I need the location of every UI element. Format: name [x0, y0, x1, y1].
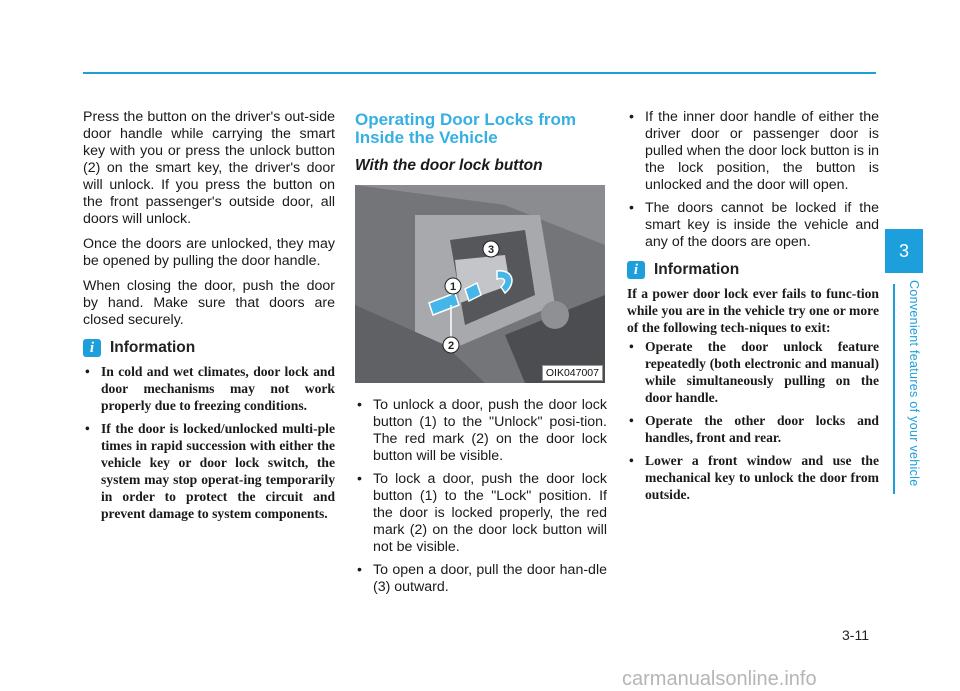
list-item-text: In cold and wet climates, door lock and door mechanisms may not work properly due to freezing conditions. [101, 364, 335, 413]
list-item [83, 363, 335, 414]
information-list [83, 363, 335, 522]
list-item [83, 420, 335, 522]
list-item [627, 452, 879, 503]
list-item-text: Operate the door unlock feature repeatedly (both electronic and manual) while simultaneously pulling on the door handle. [645, 339, 879, 405]
bullet-dot: • [629, 413, 634, 428]
information-title: Information [654, 261, 740, 278]
column-middle [355, 109, 607, 602]
bullet-dot: • [85, 421, 90, 436]
figure-code: OIK047007 [542, 365, 603, 381]
list-item-text: The doors cannot be locked if the smart key is inside the vehicle and any of the doors are open. [645, 200, 879, 250]
list-item [627, 412, 879, 446]
column-left [83, 109, 335, 528]
list-item-text: If the door is locked/unlocked multi-ple times in rapid succession with either the vehicle key or door lock switch, the system may stop operat-ing temporarily in order to protect the circuit and prevent damage to system components. [101, 421, 335, 521]
callout-2: 2 [447, 340, 455, 352]
bullet-dot: • [629, 200, 634, 216]
section-title: Operating Door Locks from Inside the Vehicle [355, 110, 577, 147]
paragraph-outside-unlock: Press the button on the driver's out-side door handle while carrying the smart key with you or press the unlock button (2) on the smart key, the driver's door will unlock. If you press the button on the front passenger's outside door, all doors will unlock. [83, 109, 335, 227]
list-item-text: To open a door, pull the door han-dle (3) outward. [373, 562, 607, 595]
chapter-tab: 3 [885, 229, 923, 273]
info-icon: i [83, 339, 101, 357]
bullet-dot: • [629, 453, 634, 468]
bullet-dot: • [357, 562, 362, 578]
list-item-text: If the inner door handle of either the driver door or passenger door is pulled when the door lock button is in the lock position, the button is unlocked and the door will open. [645, 109, 879, 193]
information-header [83, 339, 335, 357]
list-item [627, 338, 879, 406]
list-item [627, 200, 879, 251]
information-list [627, 338, 879, 503]
list-item-text: To unlock a door, push the door lock button (1) to the "Unlock" posi-tion. The red mark (2) on the door lock button will be visible. [373, 397, 607, 464]
information-intro: If a power door lock ever fails to func-tion while you are in the vehicle try one or more of the following tech-niques to exit: [627, 286, 879, 335]
bullet-dot: • [85, 364, 90, 379]
list-item-text: Lower a front window and use the mechanical key to unlock the door from outside. [645, 453, 879, 502]
list-item [355, 397, 607, 465]
list-item-text: To lock a door, push the door lock button (1) to the "Lock" position. If the door is locked properly, the red mark (2) on the door lock button will not be visible. [373, 471, 607, 555]
list-item [355, 562, 607, 596]
bullet-dot: • [629, 339, 634, 354]
callout-1: 1 [449, 281, 457, 293]
door-interior-illustration [355, 185, 605, 383]
column-right [627, 109, 879, 509]
paragraph-doors-unlocked: Once the doors are unlocked, they may be opened by pulling the door handle. [83, 236, 335, 269]
info-icon: i [627, 261, 645, 279]
list-item [355, 471, 607, 556]
page-number: 3-11 [842, 627, 869, 643]
door-notes-list [627, 109, 879, 251]
paragraph-closing-door: When closing the door, push the door by hand. Make sure that doors are closed securely. [83, 278, 335, 328]
subsection-title: With the door lock button [355, 157, 543, 174]
list-item [627, 109, 879, 194]
header-rule [83, 72, 876, 74]
chapter-label: Convenient features of your vehicle [907, 280, 921, 487]
door-lock-figure [355, 185, 605, 383]
bullet-dot: • [357, 397, 362, 413]
information-header [627, 261, 879, 279]
callout-3: 3 [487, 244, 495, 256]
door-lock-instructions [355, 397, 607, 596]
list-item-text: Operate the other door locks and handles, front and rear. [645, 413, 879, 445]
chapter-rule [893, 284, 895, 494]
information-title: Information [110, 339, 196, 356]
bullet-dot: • [629, 109, 634, 125]
watermark: carmanualsonline.info [622, 668, 817, 690]
bullet-dot: • [357, 471, 362, 487]
